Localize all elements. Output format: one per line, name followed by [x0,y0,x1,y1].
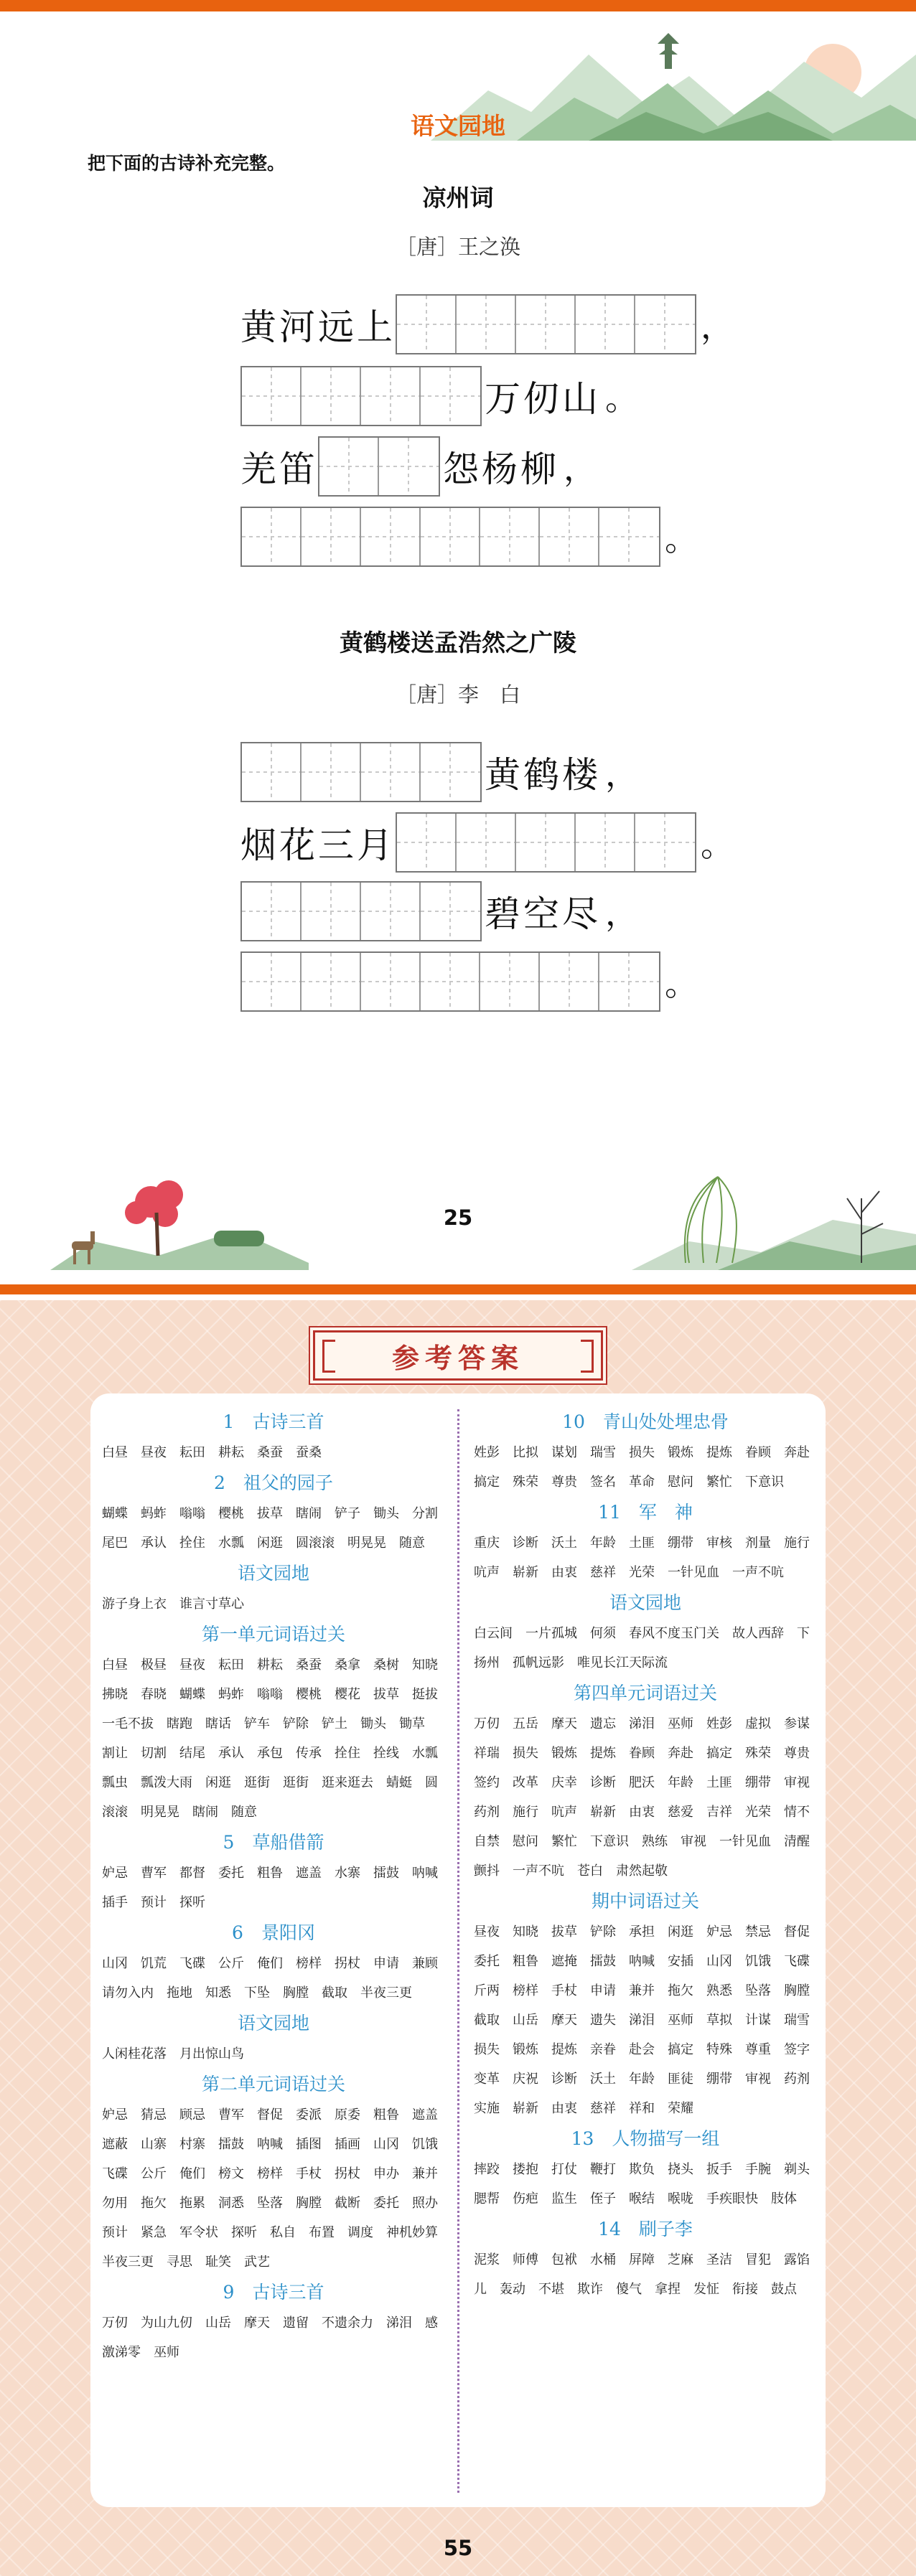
answer-section-heading: 10 青山处处埋忠骨 [562,1411,729,1432]
answer-section-heading: 14 刷子李 [598,2219,693,2239]
answer-column-right [469,1406,821,2304]
answer-grid[interactable] [240,742,482,802]
answer-words: 重庆 诊断 沃土 年龄 土匪 绷带 审核 剂量 施行 吭声 崭新 由衷 慈祥 光荣 一针见血 一声不吭 [474,1536,823,1580]
punctuation: ， [605,894,638,933]
section-title: 语文园地 [411,112,505,140]
answer-words: 姓彭 比拟 谋划 瑞雪 损失 锻炼 提炼 眷顾 奔赴 搞定 殊荣 尊贵 签名 革命 慰问 繁忙 下意识 [474,1445,823,1490]
answer-section-heading: 13 人物描写一组 [571,2128,720,2149]
poem-author: ［唐］李 白 [395,682,520,707]
answer-words: 泥浆 师傅 包袱 水桶 屏障 芝麻 圣洁 冒犯 露馅儿 轰动 不堪 欺诈 傻气 拿捏 发怔 衔接 鼓点 [474,2252,810,2297]
punctuation: ， [701,307,734,346]
page-number: 55 [443,2536,473,2560]
answer-section-heading: 2 祖父的园子 [214,1472,333,1493]
answer-words: 白昼 昼夜 耘田 耕耘 桑蚕 蚕桑 [102,1445,322,1460]
answer-section-heading: 6 景阳冈 [232,1922,315,1943]
answer-words: 人闲桂花落 月出惊山鸟 [102,2046,244,2062]
answer-words: 蝴蝶 蚂蚱 嗡嗡 樱桃 拔草 瞎闹 铲子 锄头 分割 尾巴 承认 拴住 水瓢 闲逛 圆滚滚 明晃晃 随意 [102,1506,451,1551]
poem-text: 怨杨柳 [443,448,559,490]
answer-title: 参考答案 [391,1342,524,1374]
exercise-instruction: 把下面的古诗补充完整。 [88,153,286,174]
punctuation: 。 [665,964,698,1003]
answer-grid[interactable] [318,436,440,497]
willow-landscape-illustration [632,1155,916,1270]
answer-words: 摔跤 搂抱 打仗 鞭打 欺负 挠头 扳手 手腕 剃头 腮帮 伤疤 监生 侄子 喉结 喉咙 手疾眼快 肢体 [474,2162,823,2206]
answer-section-heading: 语文园地 [237,2013,309,2034]
answer-section-heading: 5 草船借箭 [223,1832,324,1853]
column-divider [457,1409,459,2493]
punctuation: 。 [605,379,638,418]
answer-words: 游子身上衣 谁言寸草心 [102,1597,244,1612]
poem-text: 碧空尽 [485,893,601,935]
answer-column-left [98,1406,449,2367]
answer-title-banner [313,1330,603,1381]
punctuation: 。 [665,520,698,558]
answer-words: 白昼 极昼 昼夜 耘田 耕耘 桑蚕 桑拿 桑树 知晓 拂晓 春晓 蝴蝶 蚂蚱 嗡嗡 樱桃 樱花 拔草 挺拔 一毛不拔 瞎跑 瞎话 铲车 铲除 铲土 锄头 锄草 割让 切割 结尾 承认 承包 传承 拴住 拴线 水瓢 瓢虫 瓢泼大雨 闲逛 逛街 逛街 逛来逛去 蜻蜓 圆滚滚 明晃晃 瞎闹 随意 [102,1658,451,1820]
answer-words: 山冈 饥荒 飞碟 公斤 俺们 榜样 拐杖 申请 兼顾 请勿入内 拖地 知悉 下坠 胸膛 截取 半夜三更 [102,1956,451,2001]
punctuation: ， [605,755,638,794]
answer-section-heading: 1 古诗三首 [223,1411,324,1432]
poem-line [240,366,638,426]
answer-grid[interactable] [396,294,696,354]
answer-section-heading: 9 古诗三首 [223,2282,324,2303]
answer-words: 昼夜 知晓 拔草 铲除 承担 闲逛 妒忌 禁忌 督促 委托 粗鲁 遮掩 擂鼓 呐喊 安插 山冈 饥饿 飞碟 斤两 榜样 手杖 申请 兼并 拖欠 熟悉 坠落 胸膛 截取 山岳 摩天 遗失 涕泪 巫师 草拟 计谋 瑞雪 损失 锻炼 提炼 亲眷 赴会 搞定 特殊 尊重 签字 变革 庆祝 诊断 沃土 年龄 匪徒 绷带 审视 药剂 实施 崭新 由衷 慈祥 祥和 荣耀 [474,1924,823,2116]
poem-author: ［唐］王之涣 [395,235,520,259]
answer-grid[interactable] [240,507,660,567]
banner-ornament [581,1340,594,1373]
answer-grid[interactable] [240,951,660,1012]
answer-words: 万仞 五岳 摩天 遗忘 涕泪 巫师 姓彭 虚拟 参谋 祥瑞 损失 锻炼 提炼 眷顾 奔赴 搞定 殊荣 尊贵 签约 改革 庆幸 诊断 肥沃 年龄 土匪 绷带 审视 药剂 施行 吭声 崭新 由衷 慈爱 吉祥 光荣 情不自禁 慰问 繁忙 下意识 熟练 审视 一针见血 清醒 颤抖 一声不吭 苍白 肃然起敬 [474,1716,823,1879]
poem-text: 烟花三月 [240,824,396,866]
poem-line [240,951,698,1012]
answer-grid[interactable] [240,881,482,941]
answer-section-heading: 期中词语过关 [591,1891,699,1912]
answer-section-heading: 11 军 神 [598,1502,693,1523]
poem-line [240,436,597,497]
answer-section-heading: 第一单元词语过关 [201,1624,345,1645]
answer-grid[interactable] [240,366,482,426]
poem-line [240,507,698,567]
punctuation: 。 [701,825,734,864]
poem-text: 黄鹤楼 [485,754,601,796]
answer-words: 妒忌 曹军 都督 委托 粗鲁 遮盖 水寨 擂鼓 呐喊 插手 预计 探听 [102,1866,451,1910]
poem-line [240,812,734,873]
page-number: 25 [443,1205,473,1230]
poem-line [240,294,734,354]
answer-words: 万仞 为山九仞 山岳 摩天 遗留 不遗余力 涕泪 感激涕零 巫师 [102,2316,438,2360]
worksheet-page [0,0,916,1270]
top-color-bar [0,0,916,11]
answer-words: 妒忌 猜忌 顾忌 曹军 督促 委派 原委 粗鲁 遮盖 遮蔽 山寨 村寨 擂鼓 呐喊 插图 插画 山冈 饥饿 飞碟 公斤 俺们 榜文 榜样 手杖 拐杖 申办 兼并 勿用 拖欠 拖累 洞悉 坠落 胸膛 截断 委托 照办 预计 紧急 军令状 探听 私自 布置 调度 神机妙算 半夜三更 寻思 耻笑 武艺 [102,2107,451,2270]
punctuation: ， [564,449,597,488]
answer-words: 白云间 一片孤城 何须 春风不度玉门关 故人西辞 下扬州 孤帆远影 唯见长江天际流 [474,1626,810,1670]
answer-key-page [0,1300,916,2576]
answer-section-heading: 第二单元词语过关 [201,2074,345,2095]
poem-line [240,881,638,941]
answer-section-heading: 语文园地 [237,1563,309,1584]
poem-line [240,742,638,802]
answer-section-heading: 第四单元词语过关 [573,1683,717,1703]
banner-ornament [322,1340,335,1373]
poem-text: 羌笛 [240,448,318,490]
poem-text: 黄河远上 [240,306,396,348]
poem-title: 黄鹤楼送孟浩然之广陵 [340,629,576,657]
poem-text: 万仞山 [485,378,601,420]
answer-card [90,1393,826,2507]
answer-grid[interactable] [396,812,696,873]
poem-title: 凉州词 [422,184,494,212]
page-divider [0,1284,916,1294]
answer-section-heading: 语文园地 [609,1592,681,1613]
